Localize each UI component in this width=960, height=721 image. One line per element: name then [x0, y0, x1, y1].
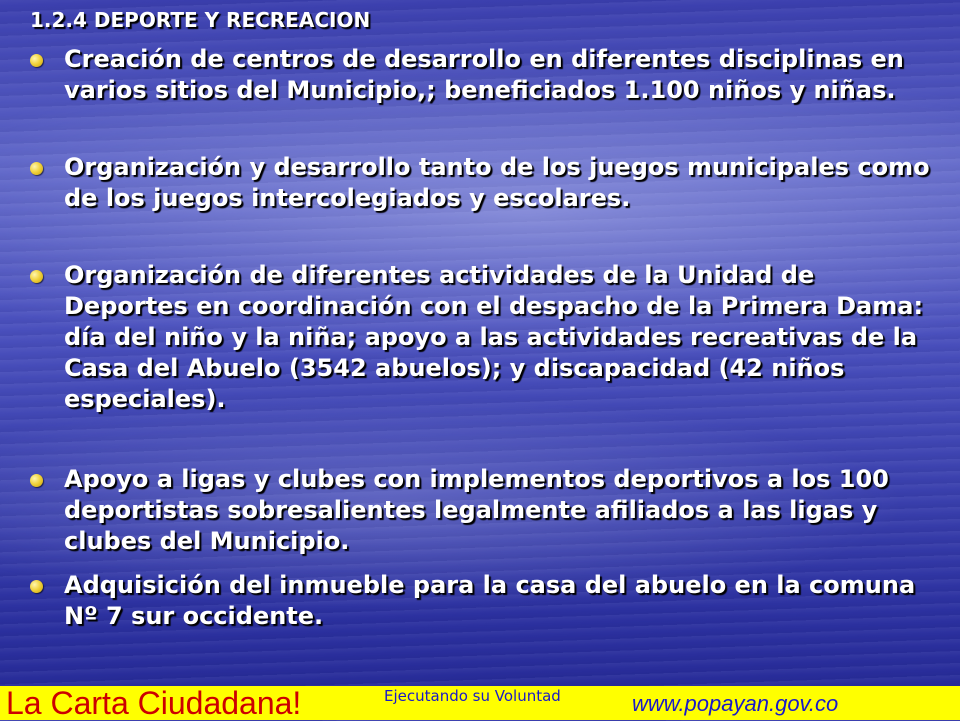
bullet-text: Organización de diferentes actividades de la Unidad de Deportes en coordinación con el despacho de la Primera Dama: día del niño y la niña; apoyo a las actividades recreativas de la Casa del Abuelo (3542 abuelos); y discapacidad (42 niños especiales).: [64, 261, 924, 413]
brand-title: La Carta Ciudadana!: [6, 685, 302, 721]
bullet-dot-icon: [30, 270, 43, 283]
bullet-text: Adquisición del inmueble para la casa del abuelo en la comuna Nº 7 sur occidente.: [64, 571, 916, 630]
bullet-text: Apoyo a ligas y clubes con implementos deportivos a los 100 deportistas sobresalientes legalmente afiliados a las ligas y clubes del Municipio.: [64, 465, 889, 555]
footer-tagline: Ejecutando su Voluntad: [384, 687, 561, 705]
bullet-item: [30, 570, 930, 632]
bullet-dot-icon: [30, 474, 43, 487]
bullet-dot-icon: [30, 580, 43, 593]
website-link[interactable]: www.popayan.gov.co: [632, 691, 839, 716]
bullet-text: Creación de centros de desarrollo en diferentes disciplinas en varios sitios del Municipio,; beneficiados 1.100 niños y niñas.: [64, 45, 904, 104]
bullet-text: Organización y desarrollo tanto de los juegos municipales como de los juegos intercolegiados y escolares.: [64, 153, 930, 212]
footer-bar: [0, 686, 960, 720]
section-heading: 1.2.4 DEPORTE Y RECREACION: [30, 8, 371, 32]
bullet-item: [30, 464, 930, 557]
bullet-item: [30, 260, 930, 415]
bullet-dot-icon: [30, 162, 43, 175]
bullet-item: [30, 44, 930, 106]
bullet-item: [30, 152, 930, 214]
bullet-dot-icon: [30, 54, 43, 67]
